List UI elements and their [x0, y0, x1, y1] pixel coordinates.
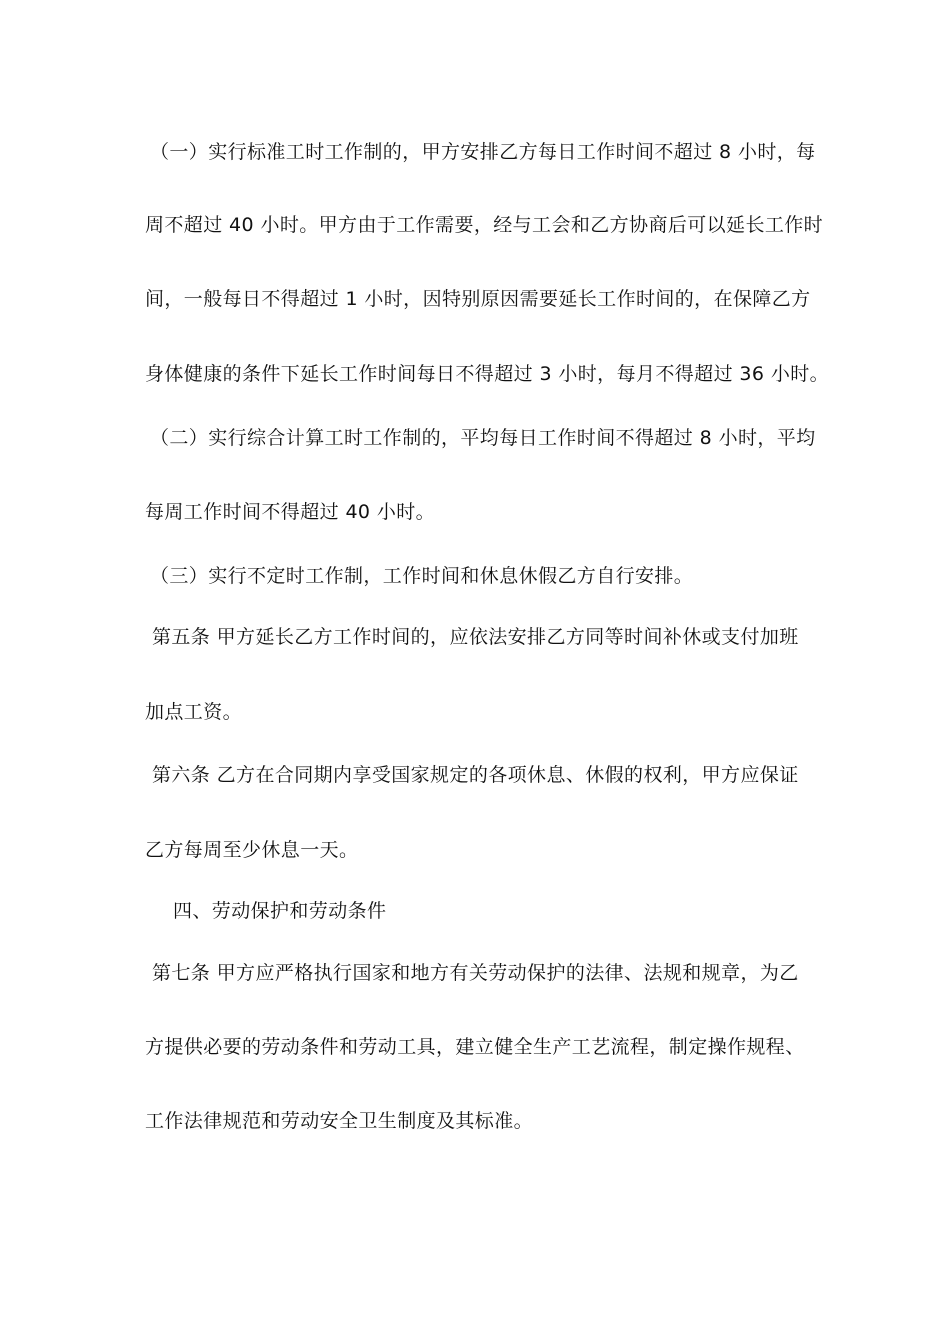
article-7-line-2: 方提供必要的劳动条件和劳动工具，建立健全生产工艺流程，制定操作规程、 [145, 1036, 805, 1058]
clause-1-line-3: 间，一般每日不得超过 1 小时，因特别原因需要延长工作时间的，在保障乙方 [145, 288, 811, 310]
article-7-line-1: 第七条 甲方应严格执行国家和地方有关劳动保护的法律、法规和规章，为乙 [152, 962, 799, 984]
clause-1-line-2: 周不超过 40 小时。甲方由于工作需要，经与工会和乙方协商后可以延长工作时 [145, 214, 824, 236]
clause-3-line-1: （三）实行不定时工作制，工作时间和休息休假乙方自行安排。 [150, 565, 694, 587]
section-heading-labor-protection: 四、劳动保护和劳动条件 [173, 900, 387, 922]
article-5-line-2: 加点工资。 [145, 701, 243, 723]
clause-1-line-1: （一）实行标准工时工作制的，甲方安排乙方每日工作时间不超过 8 小时，每 [150, 141, 816, 163]
clause-1-line-4: 身体健康的条件下延长工作时间每日不得超过 3 小时，每月不得超过 36 小时。 [145, 363, 830, 385]
article-6-line-1: 第六条 乙方在合同期内享受国家规定的各项休息、休假的权利，甲方应保证 [152, 764, 799, 786]
clause-2-line-1: （二）实行综合计算工时工作制的，平均每日工作时间不得超过 8 小时，平均 [150, 427, 816, 449]
article-6-line-2: 乙方每周至少休息一天。 [145, 839, 359, 861]
clause-2-line-2: 每周工作时间不得超过 40 小时。 [145, 501, 436, 523]
article-5-line-1: 第五条 甲方延长乙方工作时间的，应依法安排乙方同等时间补休或支付加班 [152, 626, 799, 648]
article-7-line-3: 工作法律规范和劳动安全卫生制度及其标准。 [145, 1110, 534, 1132]
